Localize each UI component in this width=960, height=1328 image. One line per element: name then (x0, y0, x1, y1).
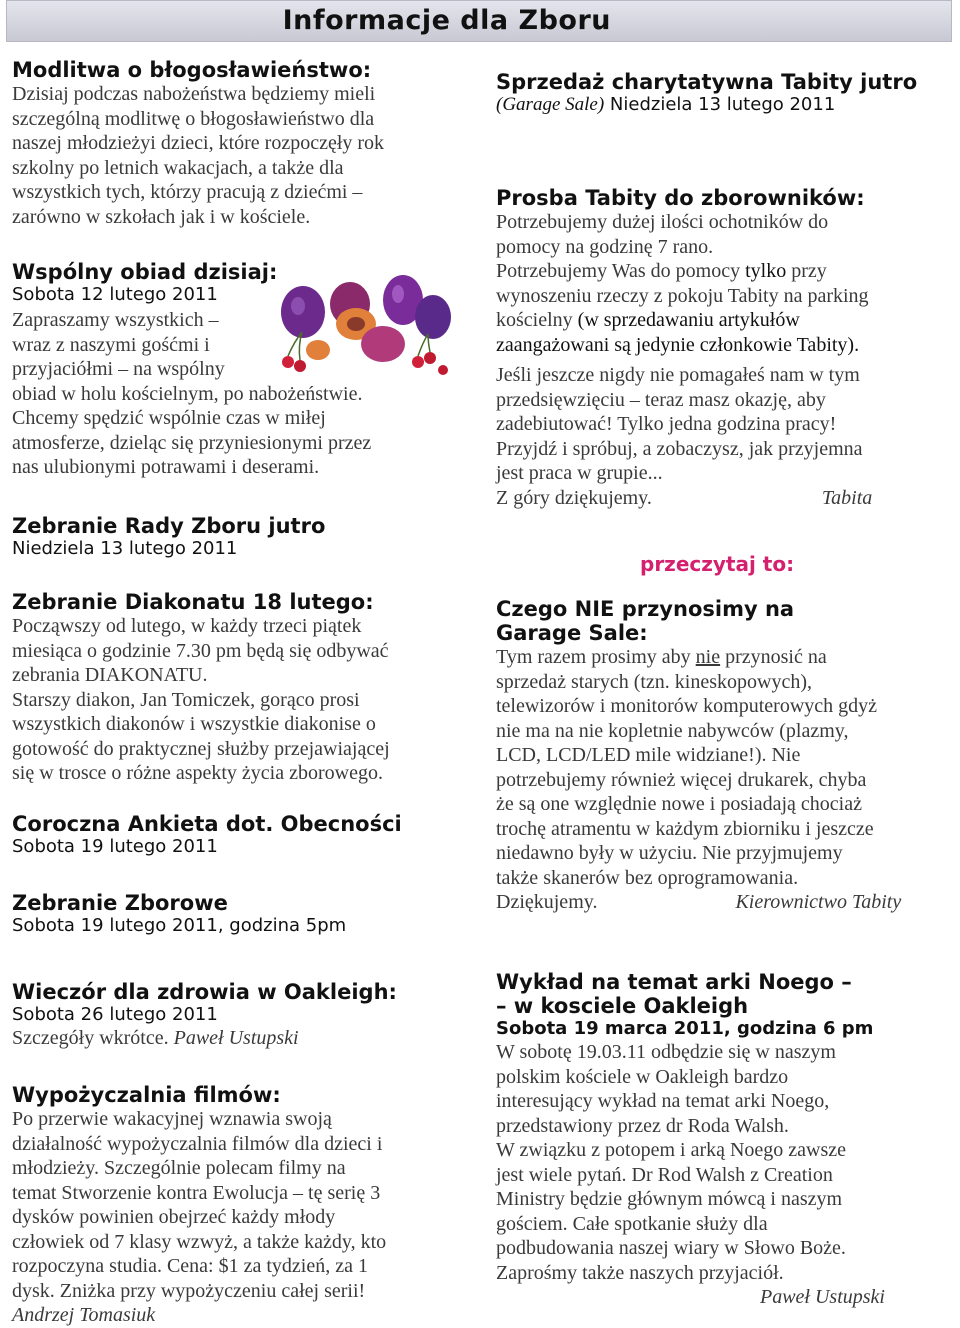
wyklad-line: Zaprośmy także naszych przyjaciół. (496, 1261, 784, 1284)
filmy-line: rozpoczyna studia. Cena: $1 za tydzień, za 1 (12, 1255, 368, 1277)
przeczytaj-callout (640, 552, 940, 576)
section-zborowe (12, 891, 482, 937)
czego-line: trochę atramentu w każdym zbiorniku i jeszcze (496, 817, 874, 840)
czego-line: potrzebujemy również więcej drukarek, chyba (496, 768, 867, 791)
prosba-line: Potrzebujemy Was do pomocy (496, 260, 746, 282)
prosba-line: pomocy na godzinę 7 rano. (496, 235, 714, 258)
diakonat-line: Starszy diakon, Jan Tomiczek, gorąco prosi (12, 688, 360, 711)
obiad-line: wraz z naszymi gośćmi i (12, 333, 210, 356)
obiad-line: Zapraszamy wszystkich – (12, 309, 219, 331)
prosba-line: zadebiutować! Tylko jedna godzina pracy! (496, 413, 837, 435)
ankieta-title: Coroczna Ankieta dot. Obecności (12, 812, 402, 836)
wyklad-line: jest wiele pytań. Dr Rod Walsh z Creation (496, 1163, 833, 1186)
czego-line: niedawno były w użyciu. Nie przyjmujemy (496, 842, 843, 864)
prosba-line: Potrzebujemy dużej ilości ochotników do (496, 211, 829, 233)
filmy-line: dysków powinien obejrzeć każdy młody (12, 1206, 336, 1228)
wyklad-line: Ministry będzie głównym mówcą i naszym (496, 1188, 843, 1210)
prosba-emph: (w sprzedawaniu artykułów (577, 309, 800, 331)
section-modlitwa (12, 58, 482, 229)
diakonat-line: wszystkich diakonów i wszystkie diakonise o (12, 713, 376, 735)
przeczytaj-text: przeczytaj to: (640, 552, 795, 576)
section-wyklad (496, 970, 958, 1310)
wyklad-line: gościem. Całe spotkanie służy dla (496, 1212, 768, 1235)
section-prosba (496, 186, 958, 510)
prosba-title: Prosba Tabity do zborowników: (496, 186, 865, 210)
czego-line: Tym razem prosimy aby (496, 646, 696, 668)
obiad-line: atmosferze, dzieląc się przyniesionymi przez (12, 431, 372, 454)
czego-line: LCD, LCD/LED mile widziane!). Nie (496, 744, 801, 766)
czego-last: Dziękujemy. (496, 891, 598, 913)
wyklad-line: W sobotę 19.03.11 odbędzie się w naszym (496, 1041, 836, 1063)
prosba-line: Z góry dziękujemy. (496, 486, 652, 509)
prosba-line: Przyjdź i spróbuj, a zobaczysz, jak przyjemna (496, 437, 863, 460)
prosba-line: kościelny (496, 309, 578, 331)
obiad-date: Sobota 12 lutego 2011 (12, 284, 218, 305)
wyklad-line: W związku z potopem i arką Noego zawsze (496, 1139, 847, 1161)
filmy-line: temat Stworzenie kontra Ewolucja – tę serię 3 (12, 1181, 381, 1204)
ankieta-date: Sobota 19 lutego 2011 (12, 836, 218, 857)
modlitwa-line: zarówno w szkołach jak i w kościele. (12, 205, 311, 228)
prosba-emph: zaangażowani są jedynie członkowie Tabity). (496, 333, 860, 356)
wyklad-signature: Paweł Ustupski (760, 1286, 885, 1308)
rada-date: Niedziela 13 lutego 2011 (12, 538, 238, 559)
filmy-line: młodzieży. Szczególnie polecam filmy na (12, 1157, 346, 1179)
zdrowie-text: Szczegóły wkrótce. (12, 1027, 169, 1049)
filmy-line: Po przerwie wakacyjnej wznawia swoją (12, 1108, 332, 1130)
czego-line: że są one względnie nowe i posiadają chociaż (496, 793, 862, 815)
modlitwa-line: wszystkich tych, którzy pracują z dziećmi – (12, 181, 363, 203)
sprzedaz-title: Sprzedaż charytatywna Tabity jutro (496, 70, 918, 94)
section-filmy (12, 1083, 482, 1328)
prosba-line: przedsięwzięciu – teraz masz okazję, aby (496, 388, 826, 411)
filmy-line: dysk. Zniżka przy wypożyczeniu całej serii! (12, 1279, 366, 1302)
modlitwa-line: szkolny po letnich wakacjach, a także dla (12, 156, 344, 179)
diakonat-line: Począwszy od lutego, w każdy trzeci piątek (12, 615, 362, 637)
wyklad-line: polskim kościele w Oakleigh bardzo (496, 1065, 789, 1088)
section-ankieta (12, 812, 482, 858)
prosba-line: Jeśli jeszcze nigdy nie pomagałeś nam w tym (496, 364, 860, 386)
zdrowie-signature: Paweł Ustupski (173, 1027, 299, 1049)
obiad-line: nas ulubionymi potrawami i deserami. (12, 456, 320, 478)
modlitwa-line: naszej młodzieżyi dzieci, które rozpoczęły rok (12, 132, 385, 154)
diakonat-line: miesiąca o godzinie 7.30 pm będą się odbywać (12, 639, 389, 662)
filmy-line: człowiek od 7 klasy wzwyż, a także każdy, kto (12, 1230, 387, 1253)
czego-line: także skanerów bez oprogramowania. (496, 866, 799, 889)
czego-emph: nie (695, 646, 721, 668)
diakonat-title: Zebranie Diakonatu 18 lutego: (12, 590, 374, 614)
page-title: Informacje dla Zboru (282, 5, 611, 36)
czego-line: nie ma na nie kopletnie nabywców (plazmy, (496, 719, 849, 742)
zdrowie-date: Sobota 26 lutego 2011 (12, 1004, 218, 1025)
wyklad-date: Sobota 19 marca 2011, godzina 6 pm (496, 1018, 874, 1039)
wyklad-line: przedstawiony przez dr Roda Walsh. (496, 1114, 789, 1137)
wyklad-line: podbudowania naszej wiary w Słowo Boże. (496, 1237, 846, 1259)
filmy-signature: Andrzej Tomasiuk (12, 1304, 156, 1326)
filmy-title: Wypożyczalnia filmów: (12, 1083, 281, 1107)
section-rada (12, 514, 482, 560)
modlitwa-title: Modlitwa o błogosławieństwo: (12, 58, 372, 82)
diakonat-line: zebrania DIAKONATU. (12, 664, 208, 686)
prosba-line: przy (786, 260, 827, 282)
sprzedaz-italic: (Garage Sale) (496, 94, 605, 115)
diakonat-line: się w trosce o różne aspekty życia zborowego. (12, 762, 383, 784)
modlitwa-line: Dzisiaj podczas nabożeństwa będziemy mieli (12, 83, 376, 105)
rada-title: Zebranie Rady Zboru jutro (12, 514, 326, 538)
czego-title: Garage Sale: (496, 621, 648, 645)
section-diakonat (12, 590, 482, 786)
zdrowie-title: Wieczór dla zdrowia w Oakleigh: (12, 980, 397, 1004)
prosba-line: jest praca w grupie... (496, 462, 663, 484)
obiad-line: przyjaciółmi – na wspólny (12, 358, 225, 380)
czego-line: telewizorów i monitorów komputerowych gdyż (496, 695, 878, 717)
diakonat-line: gotowość do praktycznej służby przejawiającej (12, 737, 390, 760)
filmy-line: działalność wypożyczalnia filmów dla dzieci i (12, 1132, 383, 1155)
fruit-illustration (258, 262, 458, 392)
wyklad-title: Wykład na temat arki Noego – (496, 970, 852, 994)
obiad-line: Chcemy spędzić wspólnie czas w miłej (12, 407, 326, 429)
zborowe-date: Sobota 19 lutego 2011, godzina 5pm (12, 915, 347, 936)
czego-line: sprzedaż starych (tzn. kineskopowych), (496, 670, 812, 693)
czego-signature: Kierownictwo Tabity (735, 891, 902, 913)
section-sprzedaz (496, 70, 958, 116)
sprzedaz-date: Niedziela 13 lutego 2011 (609, 94, 836, 115)
obiad-line: obiad w holu kościelnym, po nabożeństwie. (12, 382, 363, 405)
section-czego (496, 597, 958, 915)
prosba-emph: tylko (745, 260, 787, 282)
section-zdrowie (12, 980, 482, 1051)
modlitwa-line: szczególną modlitwę o błogosławieństwo dla (12, 107, 375, 130)
prosba-line: wynoszeniu rzeczy z pokoju Tabity na parking (496, 284, 869, 307)
wyklad-title: – w kosciele Oakleigh (496, 994, 749, 1018)
czego-line: przynosić na (720, 646, 827, 668)
header-bar (6, 0, 952, 42)
obiad-title: Wspólny obiad dzisiaj: (12, 260, 278, 284)
zborowe-title: Zebranie Zborowe (12, 891, 228, 915)
wyklad-line: interesujący wykład na temat arki Noego, (496, 1090, 830, 1112)
czego-title: Czego NIE przynosimy na (496, 597, 795, 621)
prosba-signature: Tabita (821, 486, 873, 509)
